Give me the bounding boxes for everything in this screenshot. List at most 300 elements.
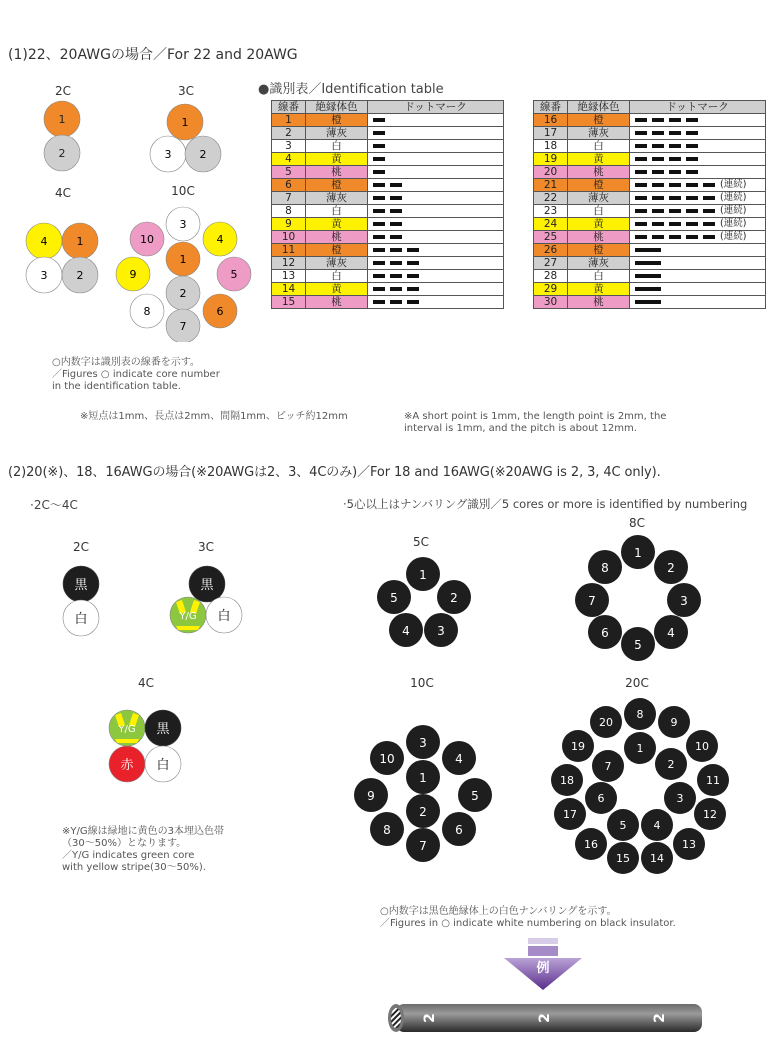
dot-mark (669, 170, 681, 174)
dot-mark (669, 222, 681, 226)
svg-text:1: 1 (636, 742, 644, 755)
svg-text:14: 14 (650, 852, 664, 865)
label-5c: 5C (412, 535, 429, 549)
svg-text:6: 6 (597, 792, 605, 805)
cell-color: 桃 (568, 296, 630, 309)
svg-text:白: 白 (156, 758, 170, 773)
dot-mark (373, 300, 385, 304)
svg-text:16: 16 (584, 838, 598, 851)
table-row (272, 140, 504, 153)
dot-mark (390, 287, 402, 291)
dot-mark (635, 209, 647, 213)
core-2-label: 2 (58, 147, 66, 160)
dot-mark (635, 170, 647, 174)
core-1-label: 1 (58, 113, 66, 126)
cell-color: 桃 (306, 296, 368, 309)
continuous-label: (連続) (720, 231, 747, 243)
svg-text:2: 2 (179, 287, 187, 300)
cell-dotmark (368, 244, 504, 257)
label-4c-b: 4C (137, 676, 154, 690)
svg-text:4: 4 (455, 752, 463, 766)
table-row (534, 244, 766, 257)
dot-mark (703, 209, 715, 213)
dot-mark (652, 222, 664, 226)
table-row (272, 153, 504, 166)
table-row (272, 257, 504, 270)
cell-color: 白 (568, 270, 630, 283)
cable-number-2: 2 (537, 1013, 553, 1023)
dot-mark (635, 131, 647, 135)
cable-example (374, 998, 706, 1038)
dot-mark (703, 235, 715, 239)
dot-mark (635, 274, 661, 278)
dot-mark (652, 196, 664, 200)
svg-text:7: 7 (604, 760, 612, 773)
cell-no: 27 (534, 257, 568, 270)
example-arrow-icon (502, 938, 584, 992)
dot-mark (373, 196, 385, 200)
table-row (534, 166, 766, 179)
th-color: 絶縁体色 (568, 101, 630, 114)
cell-dotmark (630, 166, 766, 179)
svg-text:1: 1 (179, 253, 187, 266)
cell-color: 白 (568, 205, 630, 218)
svg-text:5: 5 (619, 819, 627, 832)
svg-text:3: 3 (419, 736, 427, 750)
cell-color: 薄灰 (306, 192, 368, 205)
diagram-4c (24, 220, 102, 296)
svg-text:20: 20 (599, 716, 613, 729)
svg-text:2: 2 (199, 148, 207, 161)
svg-text:15: 15 (616, 852, 630, 865)
dot-mark (669, 235, 681, 239)
th-dot: ドットマーク (630, 101, 766, 114)
cell-no: 18 (534, 140, 568, 153)
cell-dotmark (368, 127, 504, 140)
dot-mark (652, 183, 664, 187)
cell-no: 6 (272, 179, 306, 192)
dot-mark (373, 274, 385, 278)
dot-mark (669, 209, 681, 213)
sub-numbering: ·5心以上はナンバリング識別／5 cores or more is identified by numbering (343, 497, 748, 511)
dot-mark (390, 235, 402, 239)
svg-text:5: 5 (634, 638, 642, 652)
num-note-jp: ○内数字は黒色絶縁体上の白色ナンバリングを示す。 (380, 906, 617, 917)
cell-color: 黄 (568, 153, 630, 166)
table-row (272, 218, 504, 231)
table-row (272, 244, 504, 257)
table-row (272, 205, 504, 218)
yg-note-en1: ／Y/G indicates green core (62, 850, 195, 861)
svg-text:1: 1 (419, 568, 427, 582)
dot-mark (652, 157, 664, 161)
pitch-note-en1: ※A short point is 1mm, the length point is 2mm, the (404, 411, 667, 422)
cell-dotmark (630, 179, 766, 192)
cell-dotmark (630, 205, 766, 218)
dot-mark (407, 261, 419, 265)
continuous-label: (連続) (720, 205, 747, 217)
cell-no: 26 (534, 244, 568, 257)
cell-dotmark (368, 283, 504, 296)
dot-mark (373, 248, 385, 252)
svg-text:19: 19 (571, 740, 585, 753)
cell-no: 7 (272, 192, 306, 205)
svg-text:11: 11 (706, 774, 720, 787)
label-3c: 3C (177, 84, 194, 98)
table-row (272, 166, 504, 179)
cell-color: 桃 (568, 166, 630, 179)
table-row (272, 179, 504, 192)
cell-dotmark (630, 244, 766, 257)
svg-text:白: 白 (217, 609, 231, 624)
svg-text:17: 17 (563, 808, 577, 821)
dot-mark (635, 157, 647, 161)
dot-mark (652, 209, 664, 213)
diagram-3c-bw (166, 562, 246, 640)
cell-no: 10 (272, 231, 306, 244)
dot-mark (686, 196, 698, 200)
cell-no: 3 (272, 140, 306, 153)
svg-text:8: 8 (601, 561, 609, 575)
cell-color: 桃 (306, 231, 368, 244)
svg-text:9: 9 (367, 789, 375, 803)
svg-text:13: 13 (682, 838, 696, 851)
cell-no: 8 (272, 205, 306, 218)
cell-dotmark (630, 153, 766, 166)
label-10c-b: 10C (410, 676, 434, 690)
cell-dotmark (368, 179, 504, 192)
cell-dotmark (630, 231, 766, 244)
dot-mark (407, 300, 419, 304)
svg-text:3: 3 (179, 218, 187, 231)
dot-mark (686, 131, 698, 135)
svg-text:2: 2 (76, 269, 84, 282)
svg-text:3: 3 (437, 624, 445, 638)
cell-color: 橙 (568, 179, 630, 192)
label-2c: 2C (54, 84, 71, 98)
label-20c: 20C (625, 676, 649, 690)
num-note-en: ／Figures in ○ indicate white numbering on black insulator. (380, 918, 676, 929)
cell-no: 5 (272, 166, 306, 179)
example-label: 例 (536, 961, 550, 976)
table-row (272, 283, 504, 296)
dot-mark (407, 274, 419, 278)
cable-number-3: 2 (652, 1013, 668, 1023)
cell-dotmark (630, 127, 766, 140)
svg-text:Y/G: Y/G (118, 724, 136, 735)
svg-text:9: 9 (670, 716, 678, 729)
dot-mark (686, 144, 698, 148)
cell-dotmark (630, 257, 766, 270)
dot-mark (652, 235, 664, 239)
cell-no: 1 (272, 114, 306, 127)
cell-no: 21 (534, 179, 568, 192)
table-row (534, 114, 766, 127)
cell-no: 9 (272, 218, 306, 231)
dot-mark (669, 183, 681, 187)
svg-text:4: 4 (216, 233, 224, 246)
svg-text:3: 3 (680, 594, 688, 608)
table-row (272, 270, 504, 283)
svg-text:1: 1 (634, 546, 642, 560)
diagram-8c (568, 530, 708, 666)
cell-no: 28 (534, 270, 568, 283)
cell-dotmark (630, 140, 766, 153)
label-10c: 10C (171, 184, 195, 198)
dot-mark (635, 222, 647, 226)
svg-text:10: 10 (695, 740, 709, 753)
diagram-2c (40, 98, 86, 174)
svg-text:7: 7 (588, 594, 596, 608)
label-4c: 4C (54, 186, 71, 200)
dot-mark (390, 300, 402, 304)
cell-dotmark (368, 166, 504, 179)
label-3c-b: 3C (197, 540, 214, 554)
cell-no: 11 (272, 244, 306, 257)
table-row (534, 140, 766, 153)
cell-color: 白 (306, 205, 368, 218)
dot-mark (635, 300, 661, 304)
dot-mark (390, 209, 402, 213)
dot-mark (686, 118, 698, 122)
dot-mark (390, 274, 402, 278)
id-table-title: ●識別表／Identification table (258, 82, 444, 97)
cell-dotmark (368, 257, 504, 270)
dot-mark (373, 261, 385, 265)
svg-text:5: 5 (390, 591, 398, 605)
dot-mark (686, 183, 698, 187)
table-row (272, 231, 504, 244)
th-no: 線番 (272, 101, 306, 114)
svg-text:5: 5 (471, 789, 479, 803)
dot-mark (652, 131, 664, 135)
cell-dotmark (368, 140, 504, 153)
dot-mark (373, 144, 385, 148)
diagram-2c-bw (60, 562, 104, 640)
sub-2c-4c: ·2C～4C (30, 498, 78, 512)
section2-heading: (2)20(※)、18、16AWGの場合(※20AWGは2、3、4Cのみ)／For 18 and 16AWG(※20AWG is 2, 3, 4C only). (8, 465, 661, 480)
svg-text:黒: 黒 (200, 578, 214, 593)
th-dot: ドットマーク (368, 101, 504, 114)
dot-mark (390, 261, 402, 265)
cell-dotmark (630, 114, 766, 127)
cell-color: 薄灰 (568, 127, 630, 140)
dot-mark (686, 170, 698, 174)
core-note-en1: ／Figures ○ indicate core number (52, 369, 220, 380)
pitch-note-en2: interval is 1mm, and the pitch is about 12mm. (404, 423, 637, 434)
dot-mark (652, 170, 664, 174)
dot-mark (373, 209, 385, 213)
svg-text:18: 18 (560, 774, 574, 787)
diagram-10c-bw (350, 722, 496, 866)
dot-mark (652, 118, 664, 122)
dot-mark (635, 235, 647, 239)
svg-text:2: 2 (667, 561, 675, 575)
dot-mark (669, 118, 681, 122)
cell-color: 橙 (568, 114, 630, 127)
id-table-right (533, 100, 766, 309)
table-row (534, 296, 766, 309)
dot-mark (390, 183, 402, 187)
cell-color: 桃 (306, 166, 368, 179)
cell-dotmark (368, 231, 504, 244)
cell-no: 12 (272, 257, 306, 270)
dot-mark (390, 248, 402, 252)
dot-mark (390, 196, 402, 200)
dot-mark (669, 131, 681, 135)
cell-dotmark (368, 192, 504, 205)
svg-text:6: 6 (601, 626, 609, 640)
cell-color: 白 (568, 140, 630, 153)
cell-dotmark (630, 283, 766, 296)
svg-text:8: 8 (383, 823, 391, 837)
svg-text:6: 6 (455, 823, 463, 837)
cell-no: 24 (534, 218, 568, 231)
svg-text:黒: 黒 (74, 578, 88, 593)
svg-text:8: 8 (143, 305, 151, 318)
core-note-en2: in the identification table. (52, 381, 181, 392)
svg-text:7: 7 (179, 320, 187, 333)
svg-text:5: 5 (230, 268, 238, 281)
dot-mark (635, 144, 647, 148)
svg-text:7: 7 (419, 839, 427, 853)
dot-mark (686, 209, 698, 213)
svg-text:赤: 赤 (120, 758, 134, 773)
dot-mark (373, 222, 385, 226)
dot-mark (703, 196, 715, 200)
yg-note-en2: with yellow stripe(30～50%). (62, 862, 206, 873)
svg-text:1: 1 (181, 116, 189, 129)
svg-text:10: 10 (379, 752, 395, 766)
cell-color: 薄灰 (568, 192, 630, 205)
cell-no: 4 (272, 153, 306, 166)
svg-text:白: 白 (74, 612, 88, 627)
id-table-left (271, 100, 504, 309)
dot-mark (703, 183, 715, 187)
cell-dotmark (630, 296, 766, 309)
cell-dotmark (368, 153, 504, 166)
dot-mark (635, 183, 647, 187)
dot-mark (407, 287, 419, 291)
table-row (272, 192, 504, 205)
cell-no: 19 (534, 153, 568, 166)
cell-no: 30 (534, 296, 568, 309)
dot-mark (652, 144, 664, 148)
table-row (534, 127, 766, 140)
label-8c: 8C (628, 516, 645, 530)
cell-color: 薄灰 (306, 257, 368, 270)
cell-no: 20 (534, 166, 568, 179)
table-row (534, 218, 766, 231)
svg-text:10: 10 (140, 233, 154, 246)
dot-mark (407, 248, 419, 252)
cell-color: 桃 (568, 231, 630, 244)
table-row (534, 231, 766, 244)
dot-mark (635, 287, 661, 291)
table-row (272, 114, 504, 127)
cell-no: 25 (534, 231, 568, 244)
svg-text:2: 2 (419, 805, 427, 819)
dot-mark (703, 222, 715, 226)
dot-mark (373, 183, 385, 187)
svg-text:3: 3 (676, 792, 684, 805)
cell-dotmark (368, 270, 504, 283)
table-row (534, 153, 766, 166)
svg-text:4: 4 (667, 626, 675, 640)
cell-dotmark (630, 270, 766, 283)
svg-text:3: 3 (164, 148, 172, 161)
svg-text:1: 1 (419, 771, 427, 785)
diagram-4c-bw (106, 706, 186, 786)
dot-mark (373, 131, 385, 135)
cell-color: 黄 (568, 283, 630, 296)
cell-no: 22 (534, 192, 568, 205)
dot-mark (635, 118, 647, 122)
svg-text:4: 4 (402, 624, 410, 638)
cell-color: 黄 (568, 218, 630, 231)
svg-text:1: 1 (76, 235, 84, 248)
dot-mark (373, 287, 385, 291)
dot-mark (635, 248, 661, 252)
label-2c-b: 2C (72, 540, 89, 554)
svg-text:6: 6 (216, 305, 224, 318)
svg-text:黒: 黒 (156, 722, 170, 737)
th-color: 絶縁体色 (306, 101, 368, 114)
cell-dotmark (368, 296, 504, 309)
diagram-10c (110, 200, 258, 342)
cell-color: 橙 (306, 244, 368, 257)
svg-text:2: 2 (450, 591, 458, 605)
cell-color: 白 (306, 140, 368, 153)
yg-note-jp2: （30～50%）となります。 (62, 838, 187, 849)
table-row (534, 192, 766, 205)
continuous-label: (連続) (720, 179, 747, 191)
svg-text:3: 3 (40, 269, 48, 282)
continuous-label: (連続) (720, 218, 747, 230)
continuous-label: (連続) (720, 192, 747, 204)
cell-color: 薄灰 (306, 127, 368, 140)
cell-color: 薄灰 (568, 257, 630, 270)
cell-color: 黄 (306, 218, 368, 231)
diagram-3c (148, 100, 224, 176)
svg-text:2: 2 (667, 758, 675, 771)
dot-mark (635, 261, 661, 265)
table-row (534, 205, 766, 218)
dot-mark (373, 170, 385, 174)
cell-color: 黄 (306, 153, 368, 166)
dot-mark (669, 196, 681, 200)
dot-mark (373, 118, 385, 122)
pitch-note-jp: ※短点は1mm、長点は2mm、間隔1mm、ピッチ約12mm (80, 411, 348, 422)
diagram-20c (540, 692, 740, 882)
table-row (534, 283, 766, 296)
svg-text:4: 4 (653, 819, 661, 832)
table-row (272, 127, 504, 140)
cell-no: 2 (272, 127, 306, 140)
cell-no: 29 (534, 283, 568, 296)
diagram-5c (370, 552, 474, 652)
cell-no: 15 (272, 296, 306, 309)
dot-mark (669, 157, 681, 161)
table-row (272, 296, 504, 309)
dot-mark (686, 222, 698, 226)
svg-text:12: 12 (703, 808, 717, 821)
th-no: 線番 (534, 101, 568, 114)
cell-no: 17 (534, 127, 568, 140)
cell-no: 16 (534, 114, 568, 127)
svg-text:8: 8 (636, 708, 644, 721)
cell-no: 13 (272, 270, 306, 283)
